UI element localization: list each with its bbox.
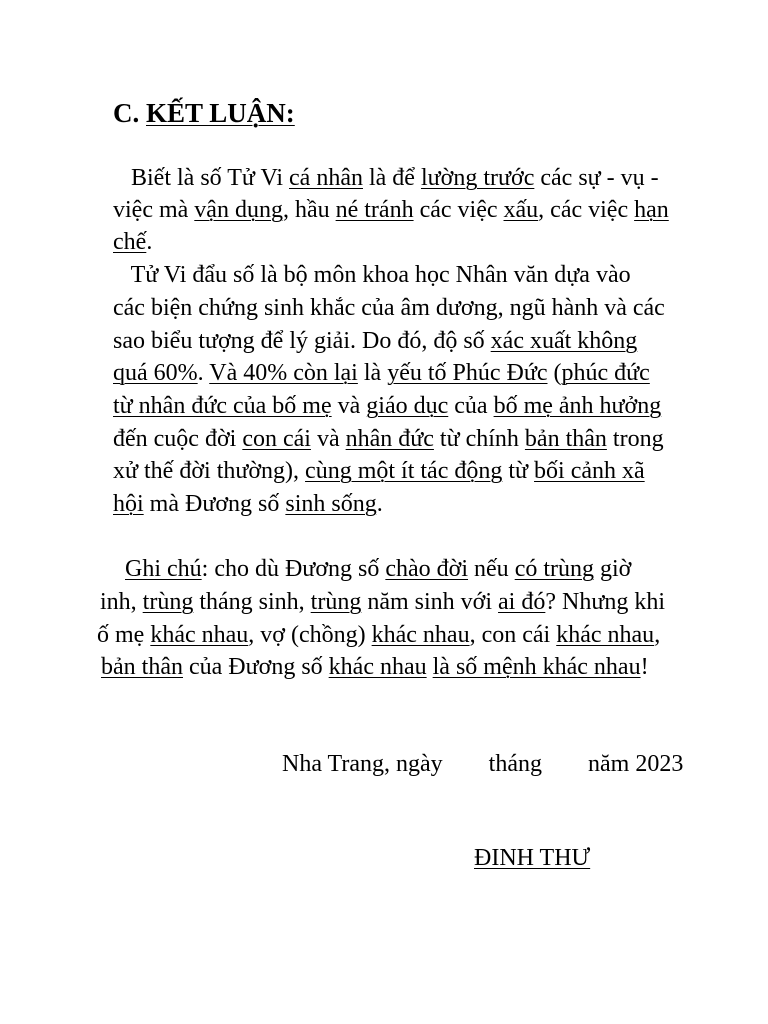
text-run: ? Nhưng khi	[545, 589, 666, 615]
underlined-text: phúc đức	[561, 360, 650, 386]
text-run	[113, 556, 125, 582]
underlined-text: cùng một ít tác động	[305, 458, 503, 484]
text-run: việc mà	[113, 197, 195, 223]
underlined-text: nhân đức	[345, 426, 434, 452]
text-run: trong	[606, 426, 664, 452]
underlined-text: ai đó	[498, 589, 546, 615]
text-run: và	[310, 426, 346, 452]
date-line	[282, 748, 683, 780]
text-run: năm sinh với	[361, 589, 499, 615]
text-run: của Đương số	[182, 654, 329, 680]
underlined-text: con cái	[242, 426, 311, 452]
text-run: .	[146, 229, 153, 255]
underlined-text: bản thân	[524, 426, 607, 452]
text-run: (	[547, 360, 562, 386]
underlined-text: xác xuất không	[490, 328, 638, 354]
underlined-text: vận dụng	[194, 197, 283, 223]
text-run: !	[640, 654, 649, 680]
underlined-text: hạn	[634, 197, 669, 223]
underlined-text: quá 60%	[113, 360, 198, 386]
paragraph-2-line-6	[113, 423, 664, 455]
heading-prefix: C.	[113, 98, 146, 128]
underlined-text: giáo dục	[366, 393, 449, 419]
underlined-text: có trùng	[514, 556, 594, 582]
text-run: các sự - vụ -	[534, 165, 659, 191]
paragraph-2-line-2	[113, 292, 665, 324]
underlined-text: lường trước	[420, 165, 535, 191]
year-text: năm 2023	[588, 751, 684, 777]
text-run: , hầu	[282, 197, 336, 223]
underlined-text: khác nhau	[556, 622, 655, 648]
text-run: , vợ (chồng)	[248, 622, 372, 648]
underlined-text: Và 40% còn lại	[209, 360, 358, 386]
note-line-4-clip	[101, 651, 768, 685]
heading-title: KẾT LUẬN:	[146, 98, 295, 128]
paragraph-1-line-3	[113, 226, 152, 258]
text-run: và	[331, 393, 367, 419]
text-run: các biện chứng sinh khắc của âm dương, ngũ hành và các	[113, 295, 665, 321]
underlined-text: xấu	[503, 197, 539, 223]
text-run: từ chính	[433, 426, 525, 452]
underlined-text: né tránh	[335, 197, 414, 223]
underlined-text: khác nhau	[371, 622, 470, 648]
text-run: là	[357, 360, 388, 386]
underlined-text: chào đời	[385, 556, 469, 582]
underlined-text: khác nhau	[328, 654, 427, 680]
underlined-text: trùng	[142, 589, 194, 615]
underlined-text: từ nhân đức của bố mẹ	[113, 393, 332, 419]
signature-name: ĐINH THƯ	[474, 845, 591, 871]
text-run: đến cuộc đời	[113, 426, 243, 452]
paragraph-1-line-2	[113, 194, 669, 226]
text-run: , con cái	[469, 622, 557, 648]
text-run: .	[197, 360, 210, 386]
month-text: tháng	[488, 751, 542, 777]
place-text: Nha Trang, ngày	[282, 751, 443, 777]
text-run: inh,	[100, 589, 143, 615]
text-run: .	[376, 491, 383, 517]
text-run: mà Đương số	[143, 491, 286, 517]
paragraph-2-line-5	[113, 390, 661, 422]
text-run: là để	[362, 165, 421, 191]
text-run: , các việc	[538, 197, 635, 223]
text-run: ố mẹ	[97, 622, 151, 648]
text-run: tháng sinh,	[193, 589, 311, 615]
note-line-1	[113, 553, 631, 585]
note-line-2	[100, 586, 665, 618]
paragraph-2-line-8	[113, 488, 383, 520]
paragraph-2-line-4	[113, 357, 650, 389]
note-line-4	[101, 651, 649, 683]
text-run: Tử Vi đẩu số là bộ môn khoa học Nhân văn dựa vào	[113, 262, 631, 288]
section-heading	[113, 96, 295, 130]
underlined-text: yếu tố Phúc Đức	[387, 360, 548, 386]
text-run: giờ	[594, 556, 632, 582]
text-run: xử thế đời thường),	[113, 458, 306, 484]
underlined-text: sinh sống	[285, 491, 377, 517]
paragraph-2-line-7	[113, 455, 645, 487]
underlined-text: khác nhau	[150, 622, 249, 648]
paragraph-1-line-1	[113, 162, 659, 194]
underlined-text: trùng	[310, 589, 362, 615]
underlined-text: bối cảnh xã	[534, 458, 645, 484]
text-run: của	[448, 393, 494, 419]
text-run: từ	[502, 458, 535, 484]
paragraph-2-line-1	[113, 259, 631, 291]
paragraph-2-line-3	[113, 325, 637, 357]
note-line-3	[97, 619, 660, 651]
underlined-text: bản thân	[101, 654, 183, 680]
underlined-text: cá nhân	[289, 165, 363, 191]
text-run: Biết là số Tử Vi	[113, 165, 290, 191]
text-run: : cho dù Đương số	[201, 556, 386, 582]
underlined-text: Ghi chú	[125, 556, 202, 582]
note-line-3-clip	[97, 619, 768, 653]
text-run: sao biểu tượng để lý giải. Do đó, độ số	[113, 328, 491, 354]
text-run: nếu	[468, 556, 515, 582]
underlined-text: chế	[113, 229, 147, 255]
text-run: ,	[654, 622, 661, 648]
text-run: các việc	[413, 197, 504, 223]
note-line-2-clip	[100, 586, 768, 620]
signature	[474, 842, 590, 874]
underlined-text: là số mệnh khác nhau	[432, 654, 641, 680]
underlined-text: bố mẹ ảnh hưởng	[493, 393, 662, 419]
underlined-text: hội	[113, 491, 144, 517]
